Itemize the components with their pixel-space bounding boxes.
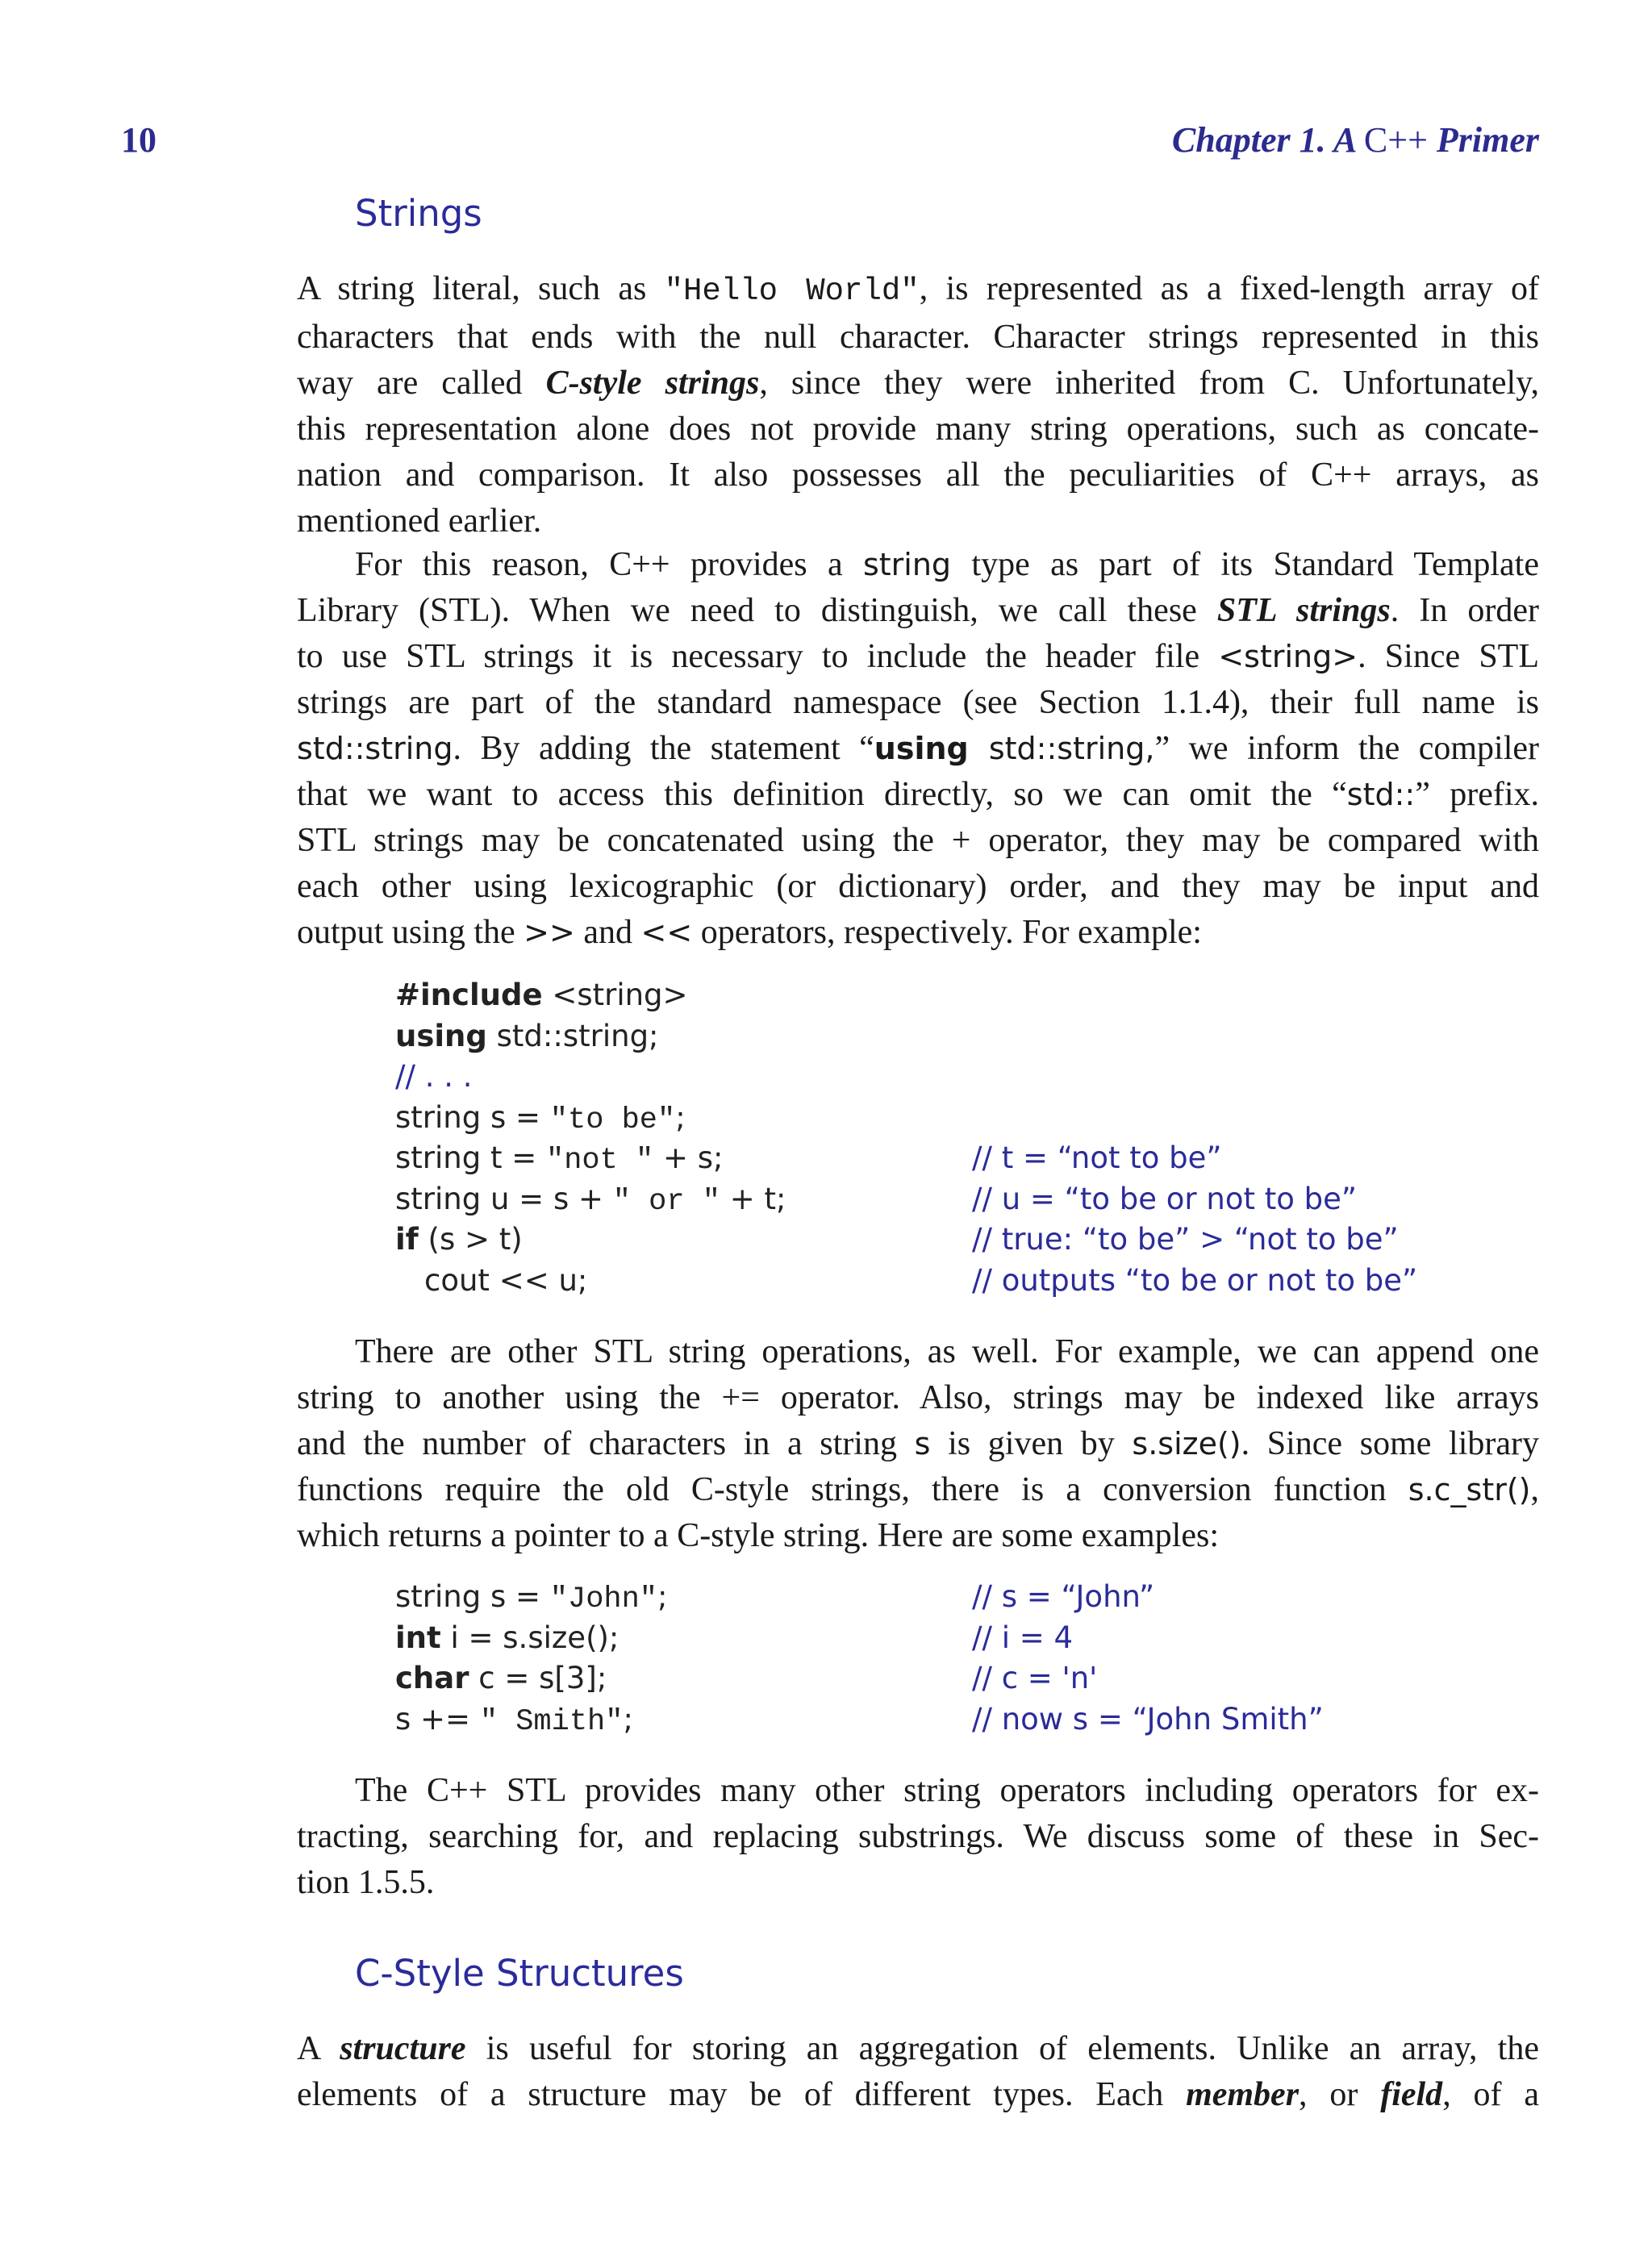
code-line: char c = s[3]; // c = 'n' xyxy=(395,1661,1098,1695)
code-line: using std::string; xyxy=(395,1018,659,1053)
code-line: #include <string> xyxy=(395,978,688,1012)
code-comment: // i = 4 xyxy=(972,1620,1074,1655)
page-number: 10 xyxy=(121,120,156,160)
paragraph-stl-operators: The C++ STL provides many other string operators including operators for ex- tracting, searching for, and replacing substrings. We discuss some of these in Sec- tion 1.5.5. xyxy=(297,1772,1539,1901)
code-line: if (s > t) // true: “to be” > “not to be” xyxy=(395,1222,1399,1257)
code-line: string t = "not " + s; // t = “not to be” xyxy=(395,1140,1222,1178)
code-comment: // c = 'n' xyxy=(972,1661,1098,1695)
code-comment: // outputs “to be or not to be” xyxy=(972,1262,1418,1298)
code-line: // . . . xyxy=(395,1059,473,1094)
section-title-c-style-structures: C-Style Structures xyxy=(355,1952,684,1995)
paragraph-structures: A structure is useful for storing an aggregation of elements. Unlike an array, the elements of a structure may be of different types. Each member, or field, of a xyxy=(297,2030,1539,2113)
code-comment: // u = “to be or not to be” xyxy=(972,1181,1358,1216)
paragraph-string-operations: There are other STL string operations, as well. For example, we can append one string to another using the += operator. Also, strings may be indexed like arrays and the number of characters in a string s is given by s.size(). Since some library functions require the old C-style strings, there is a conversion function s.c_str(), which returns a pointer to a C-style string. Here are some examples: xyxy=(297,1333,1539,1554)
code-comment: // now s = “John Smith” xyxy=(972,1701,1324,1737)
code-comment: // true: “to be” > “not to be” xyxy=(972,1222,1399,1257)
code-block-stl-strings xyxy=(395,978,1539,1303)
chapter-title: Chapter 1. A C++ Primer xyxy=(1171,120,1539,160)
page-header xyxy=(121,119,1539,168)
code-block-string-examples xyxy=(395,1579,1539,1742)
code-line: string s = "to be"; xyxy=(395,1099,686,1137)
code-line: string s = "John"; // s = “John” xyxy=(395,1579,1155,1616)
section-title-strings: Strings xyxy=(355,192,482,235)
code-line: string u = s + " or " + t; // u = “to be or not to be” xyxy=(395,1181,1358,1219)
code-line: s += " Smith"; // now s = “John Smith” xyxy=(395,1701,1324,1739)
code-line: cout << u; // outputs “to be or not to be” xyxy=(424,1262,1418,1298)
code-line: int i = s.size(); // i = 4 xyxy=(395,1620,1074,1655)
code-comment: // t = “not to be” xyxy=(972,1140,1222,1175)
paragraph-strings-intro: A string literal, such as "Hello World", is represented as a fixed-length array of characters that ends with the null character. Character strings represented in this way are called C-style strings, since they were inherited from C. Unfortunately, this representation alone does not provide many string operations, such as concate- nation and comparison. It also possesses all the peculiarities of C++ arrays, as mentioned earlier. xyxy=(297,270,1540,540)
code-comment: // s = “John” xyxy=(972,1579,1155,1614)
paragraph-stl-strings: For this reason, C++ provides a string type as part of its Standard Template Library (STL). When we need to distinguish, we call these STL strings. In order to use STL strings it is necessary to include the header file <string>. Since STL strings are part of the standard namespace (see Section 1.1.4), their full name is std::string. By adding the statement “using std::string,” we inform the compiler that we want to access this definition directly, so we can omit the “std::” prefix. STL strings may be concatenated using the + operator, they may be compared with each other using lexicographic (or dictionary) order, and they may be input and output using the >> and << operators, respectively. For example: xyxy=(297,546,1539,951)
